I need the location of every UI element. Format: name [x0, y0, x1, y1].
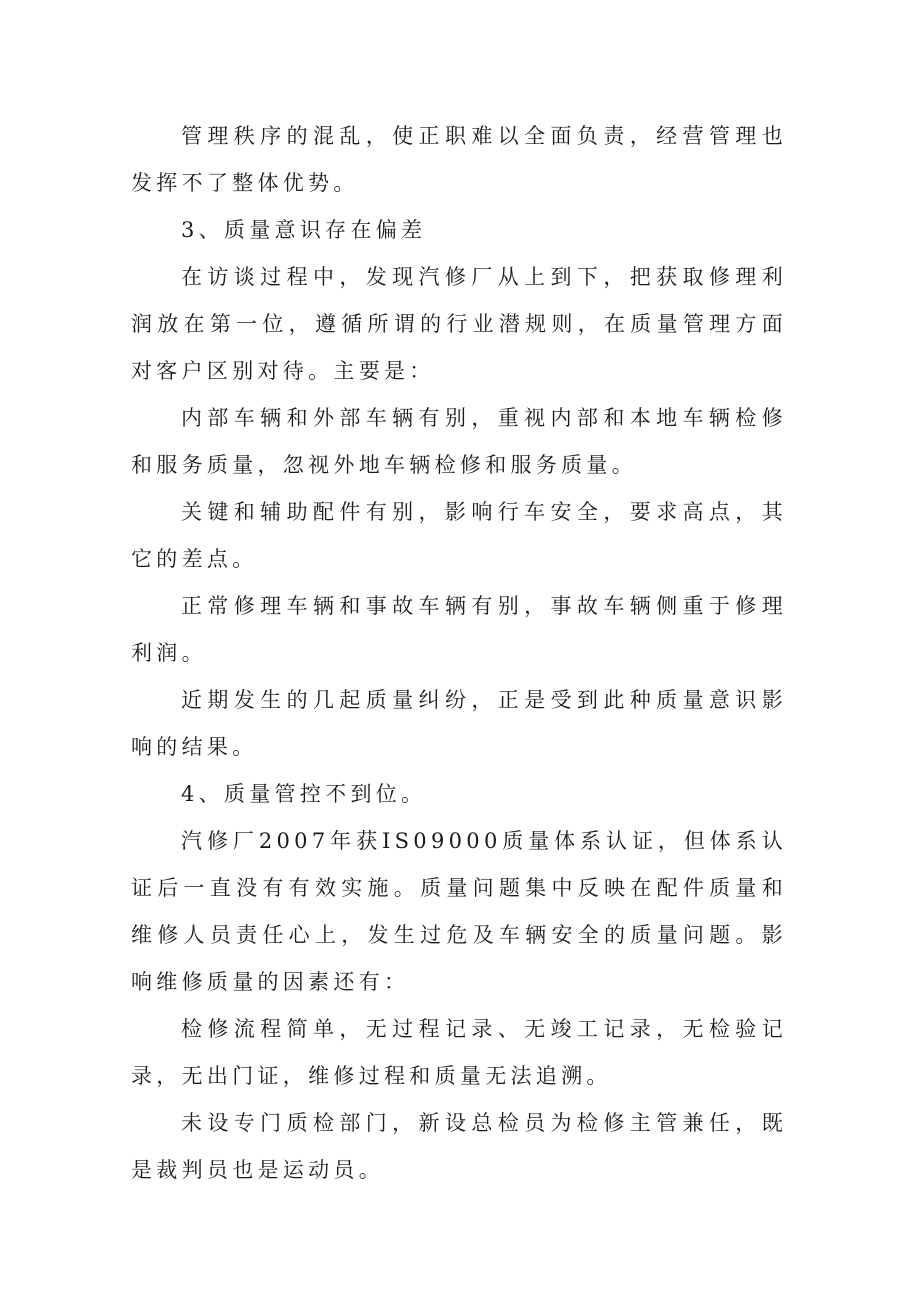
paragraph-key-auxiliary-parts: 关键和辅助配件有别，影响行车安全，要求高点，其它的差点。	[131, 500, 787, 571]
document-body	[131, 113, 787, 1194]
paragraph-internal-external-vehicles: 内部车辆和外部车辆有别，重视内部和本地车辆检修和服务质量，忽视外地车辆检修和服务质量。	[131, 406, 787, 477]
paragraph-quality-disputes: 近期发生的几起质量纠纷，正是受到此种质量意识影响的结果。	[131, 688, 787, 759]
paragraph-quality-department: 未设专门质检部门，新设总检员为检修主管兼任，既是裁判员也是运动员。	[131, 1111, 787, 1182]
paragraph-interview-findings: 在访谈过程中，发现汽修厂从上到下，把获取修理利润放在第一位，遵循所谓的行业潜规则，在质量管理方面对客户区别对待。主要是：	[131, 265, 787, 383]
paragraph-iso-certification: 汽修厂2007年获IS09000质量体系认证，但体系认证后一直没有有效实施。质量问题集中反映在配件质量和维修人员责任心上，发生过危及车辆安全的质量问题。影响维修质量的因素还有：	[131, 829, 787, 994]
paragraph-inspection-process: 检修流程简单，无过程记录、无竣工记录，无检验记录，无出门证，维修过程和质量无法追溯。	[131, 1017, 787, 1088]
heading-quality-awareness: 3、质量意识存在偏差	[181, 218, 427, 242]
paragraph-management-chaos: 管理秩序的混乱，使正职难以全面负责，经营管理也发挥不了整体优势。	[131, 124, 787, 195]
paragraph-accident-vehicles: 正常修理车辆和事故车辆有别，事故车辆侧重于修理利润。	[131, 594, 787, 665]
heading-quality-control: 4、质量管控不到位。	[181, 782, 427, 806]
